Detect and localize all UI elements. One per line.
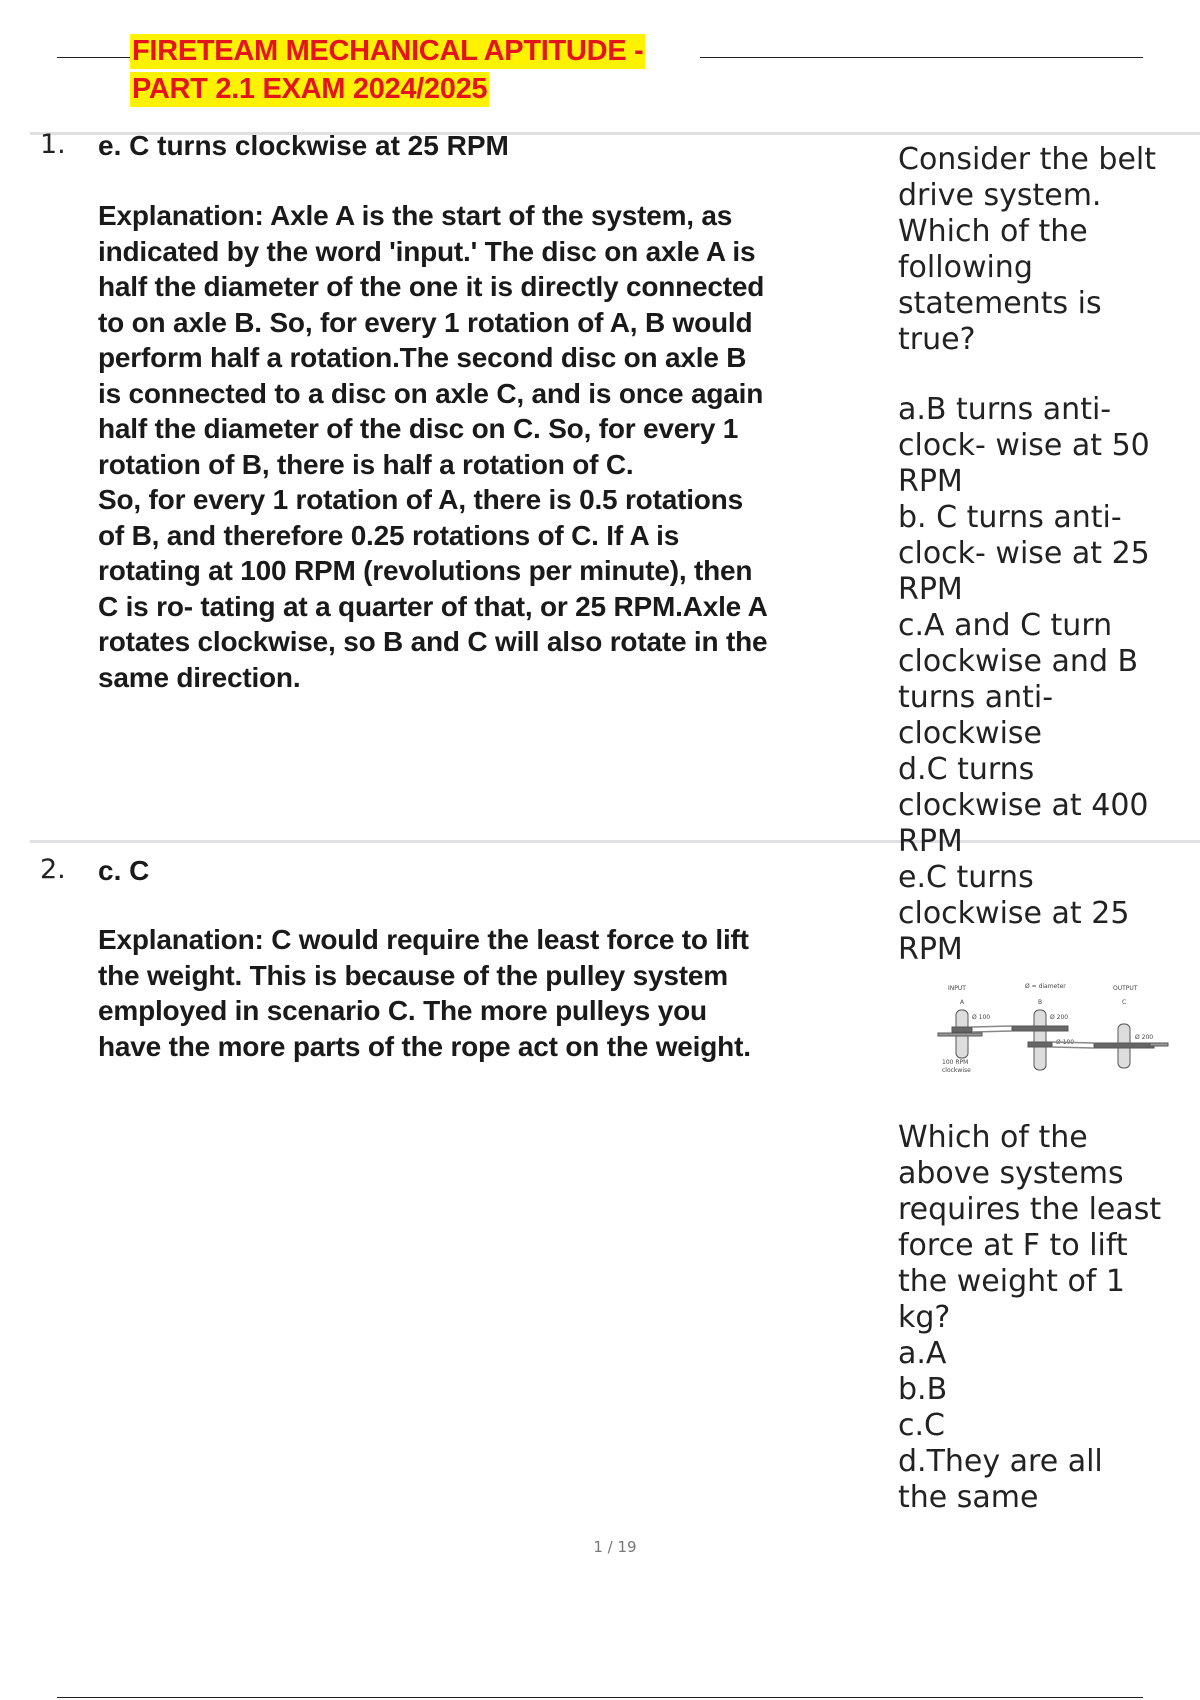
shaft-right (1150, 1043, 1168, 1046)
diagram-label-diameter: Ø = diameter (1025, 983, 1066, 990)
question-number: 2. (40, 854, 66, 885)
option-d: d.They are all the same (898, 1444, 1103, 1515)
explanation-text: Explanation: Axle A is the start of the system, as indicated by the word 'input.' The disc on axle A is half the diameter of the one it is directly connected to on axle B. So, for every 1 rotation of A, B would perform half a rotation.The second disc on axle B is connected to a disc on axle C, and is once again half the diameter of the disc on C. So, for every 1 rotation of B, there is half a rotation of C. So, for every 1 rotation of A, there is 0.5 rotations of B, and therefore 0.25 rotations of C. If A is rotating at 100 RPM (revolutions per minute), then C is ro- tating at a quarter of that, or 25 RPM.Axle A rotates clockwise, so B and C will also rotate in the same direction. (98, 200, 768, 693)
belt-bc-top (1052, 1042, 1094, 1043)
header-rule-left (57, 57, 130, 58)
page-title-line-2: PART 2.1 EXAM 2024/2025 (132, 73, 488, 105)
option-c: c.A and C turn clockwise and B turns anti- clockwise (898, 608, 1139, 751)
belt-drive-diagram (930, 972, 1170, 1082)
header-rule-right (700, 57, 1143, 58)
diagram-label-a: A (960, 999, 965, 1006)
diagram-speed: 100 RPM (942, 1059, 969, 1066)
diagram-d2: Ø 200 (1050, 1014, 1069, 1021)
answer-text: c. C (98, 855, 150, 886)
diagram-label-input: INPUT (948, 985, 966, 992)
option-a: a.A (898, 1336, 947, 1371)
option-e: e.C turns clockwise at 25 RPM (898, 860, 1130, 967)
diagram-direction: clockwise (942, 1067, 971, 1074)
explanation-text: Explanation: C would require the least force to lift the weight. This is because of the pulley system employed in scenario C. The more pulleys you have the more parts of the rope act on the weight. (98, 924, 751, 1062)
question-2-block (898, 1120, 1200, 1516)
option-d: d.C turns clockwise at 400 RPM (898, 752, 1149, 859)
disc-a (952, 1027, 972, 1032)
disc-b1 (1012, 1026, 1068, 1031)
question-1-block (898, 142, 1200, 968)
diagram-d1: Ø 100 (972, 1014, 991, 1021)
diagram-d3: Ø 100 (1056, 1039, 1075, 1046)
diagram-label-c: C (1122, 999, 1127, 1006)
diagram-d4: Ø 200 (1135, 1034, 1154, 1041)
question-text: Consider the belt drive system. Which of the following statements is true? (898, 142, 1157, 357)
diagram-label-b: B (1038, 999, 1043, 1006)
belt-ab-bottom (972, 1031, 1012, 1032)
belt-bc-bottom (1052, 1047, 1094, 1048)
axle-b (1034, 1010, 1046, 1070)
belt-ab-top (972, 1026, 1012, 1027)
shaft-left (938, 1033, 982, 1036)
question-number: 1. (40, 129, 66, 160)
answer-text: e. C turns clockwise at 25 RPM (98, 130, 509, 161)
footer-rule (57, 1697, 1143, 1698)
option-b: b. C turns anti- clock- wise at 25 RPM (898, 500, 1150, 607)
diagram-label-output: OUTPUT (1113, 985, 1138, 992)
option-a: a.B turns anti- clock- wise at 50 RPM (898, 392, 1150, 499)
disc-b2 (1028, 1042, 1052, 1047)
question-text: Which of the above systems requires the least force at F to lift the weight of 1 kg? (898, 1120, 1162, 1335)
option-b: b.B (898, 1372, 948, 1407)
page-title-line-1: FIRETEAM MECHANICAL APTITUDE - (132, 35, 644, 67)
option-c: c.C (898, 1408, 945, 1443)
disc-c (1094, 1043, 1154, 1048)
page-number: 1 / 19 (593, 1538, 637, 1556)
